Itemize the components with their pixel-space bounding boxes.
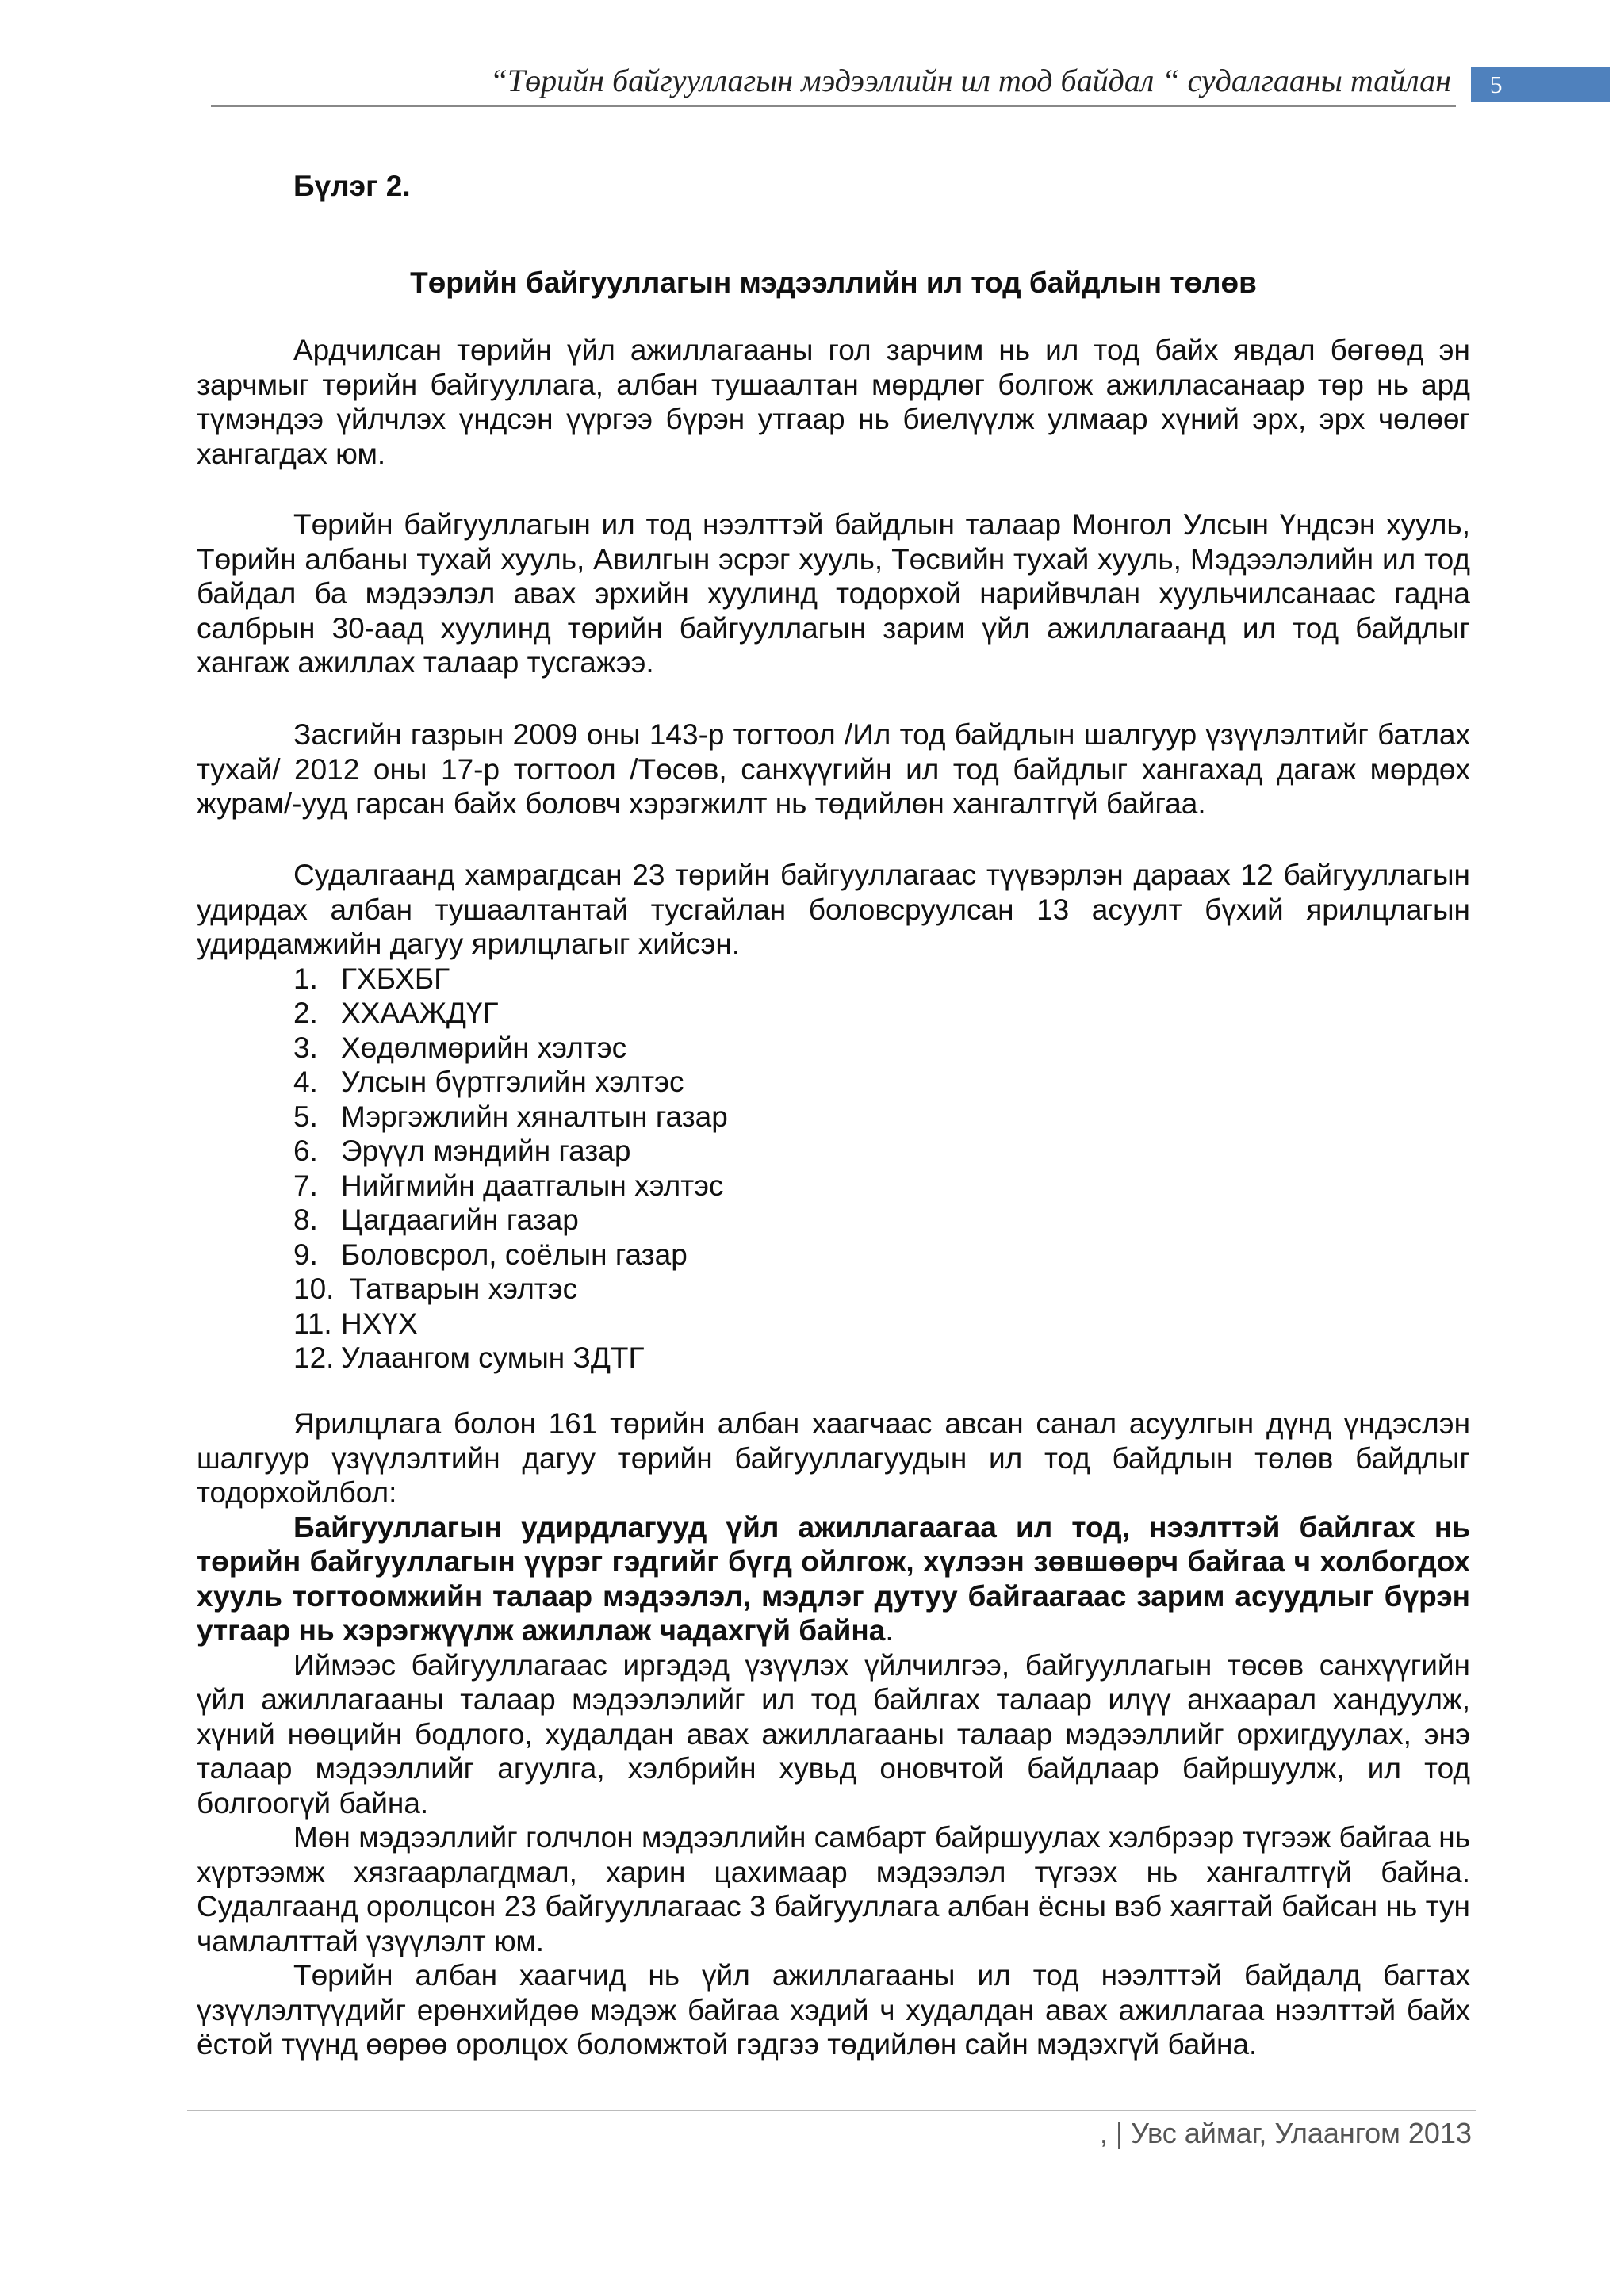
paragraph-9: Төрийн албан хаагчид нь үйл ажиллагааны ил тод нээлттэй байдалд багтах үзүүлэлтүүдийг ерөнхийдөө мэдэж байгаа хэдий ч худалдан авах ажиллагаа нээлттэй байх ёстой түүнд өөрөө оролцох боломжтой гэдгээ төдийлөн сайн мэдэхгүй байна. [197,1959,1470,2061]
list-item [197,962,1470,997]
paragraph-6 [197,1510,1470,1648]
section-title: Төрийн байгууллагын мэдээллийн ил тод байдлын төлөв [410,266,1257,299]
paragraph-3-block [197,718,1470,821]
chapter-heading: Бүлэг 2. [293,170,411,202]
list-item-label: НХҮХ [341,1307,418,1340]
findings-block [197,1406,1470,2062]
list-item [197,1238,1470,1272]
list-item-number: 12. [293,1341,335,1374]
list-item-label: ГХБХБГ [341,962,450,995]
list-item-number: 1. [293,962,318,995]
paragraph-2: Төрийн байгууллагын ил тод нээлттэй байдлын талаар Монгол Улсын Үндсэн хууль, Төрийн албаны тухай хууль, Авилгын эсрэг хууль, Төсвийн тухай хууль, Мэдээлэлийн ил тод байдал ба мэдээлэл авах эрхийн хуулинд тодорхой нарийвчлан хуульчилсанаас гадна салбрын 30-аад хуулинд төрийн байгууллагын зарим үйл ажиллагаанд ил тод байдлыг хангаж ажиллах талаар тусгажээ. [197,508,1470,679]
key-finding-period: . [885,1614,894,1647]
footer-divider [187,2110,1476,2111]
list-item-number: 6. [293,1135,318,1167]
list-item-number: 7. [293,1169,318,1202]
list-item-label: Улсын бүртгэлийн хэлтэс [341,1066,684,1098]
list-item-label: Цагдаагийн газар [341,1203,579,1236]
list-item-number: 2. [293,997,318,1029]
organization-list [197,962,1470,1376]
list-item-label: Эрүүл мэндийн газар [341,1135,631,1167]
list-item [197,1065,1470,1100]
list-item [197,1272,1470,1307]
list-item [197,1100,1470,1135]
paragraph-1: Ардчилсан төрийн үйл ажиллагааны гол зарчим нь ил тод байх явдал бөгөөд эн зарчмыг төрийн байгууллага, албан тушаалтан мөрдлөг болгож ажилласанаар төр нь ард түмэндээ үйлчлэх үндсэн үүргээ бүрэн утгаар нь биелүүлж улмаар хүний эрх, эрх чөлөөг хангагдах юм. [197,334,1470,470]
list-item [197,1169,1470,1203]
list-item [197,1134,1470,1169]
paragraph-4: Судалгаанд хамрагдсан 23 төрийн байгууллагаас түүвэрлэн дараах 12 байгууллагын удирдах албан тушаалтантай тусгайлан боловсруулсан 13 асуулт бүхий ярилцлагын удирдамжийн дагуу ярилцлагыг хийсэн. [197,859,1470,960]
list-item-label: Улаангом сумын ЗДТГ [341,1341,645,1374]
list-item [197,1203,1470,1238]
page-number-badge: 5 [1471,67,1610,102]
list-item-number: 4. [293,1066,318,1098]
list-item-number: 10. [293,1272,335,1305]
running-header-title: “Төрийн байгууллагын мэдээллийн ил тод байдал “ судалгааны тайлан [489,63,1451,98]
list-item-label: Нийгмийн даатгалын хэлтэс [341,1169,724,1202]
paragraph-7: Иймээс байгууллагаас иргэдэд үзүүлэх үйлчилгээ, байгууллагын төсөв санхүүгийн үйл ажиллагааны талаар мэдээлэлийг ил тод байлгах талаар илүү анхаарал хандуулж, хүний нөөцийн бодлого, худалдан авах ажиллагааны талаар мэдээллийг орхигдуулах, энэ талаар мэдээллийг агуулга, хэлбрийн хувьд оновчтой байдлаар байршуулж, ил тод болгоогүй байна. [197,1648,1470,1820]
footer-text: , | Увс аймаг, Улаангом 2013 [1099,2117,1472,2149]
list-item-number: 3. [293,1031,318,1064]
paragraph-2-block [197,507,1470,680]
key-finding-bold: Байгууллагын удирдлагууд үйл ажиллагаагаа ил тод, нээлттэй байлгах нь төрийн байгууллагын үүрэг гэдгийг бүгд ойлгож, хүлээн зөвшөөрч байгаа ч холбогдох хууль тогтоомжийн талаар мэдээлэл, мэдлэг дутуу байгаагаас зарим асуудлыг бүрэн утгаар нь хэрэгжүүлж ажиллаж чадахгүй байна [197,1510,1470,1647]
list-item [197,1307,1470,1341]
list-item [197,1031,1470,1066]
list-item [197,996,1470,1031]
list-item-label: Хөдөлмөрийн хэлтэс [341,1031,627,1064]
list-item-label: Боловсрол, соёлын газар [341,1238,688,1271]
paragraph-5: Ярилцлага болон 161 төрийн албан хаагчаас авсан санал асуулгын дүнд үндэслэн шалгуур үзүүлэлтийн дагуу төрийн байгууллагуудын ил тод байдлын төлөв байдлыг тодорхойлбол: [197,1407,1470,1509]
list-item-number: 9. [293,1238,318,1271]
list-item-number: 8. [293,1203,318,1236]
list-item-number: 5. [293,1100,318,1133]
paragraph-3: Засгийн газрын 2009 оны 143-р тогтоол /Ил тод байдлын шалгуур үзүүлэлтийг батлах тухай/ 2012 оны 17-р тогтоол /Төсөв, санхүүгийн ил тод байдлыг хангахад дагаж мөрдөх журам/-ууд гарсан байх боловч хэрэгжилт нь төдийлөн хангалтгүй байгаа. [197,718,1470,820]
header-divider [211,105,1456,107]
paragraph-1-block [197,333,1470,471]
list-item-label: Мэргэжлийн хяналтын газар [341,1100,728,1133]
paragraph-8: Мөн мэдээллийг голчлон мэдээллийн самбарт байршуулах хэлбрээр түгээж байгаа нь хүртээмж хязгаарлагдмал, харин цахимаар мэдээлэл түгээх нь хангалтгүй байна. Судалгаанд оролцсон 23 байгууллагаас 3 байгууллага албан ёсны вэб хаягтай байсан нь тун чамлалттай үзүүлэлт юм. [197,1821,1470,1957]
list-item-label: ХХААЖДҮГ [341,997,499,1029]
paragraph-4-block [197,858,1470,1376]
list-item-label: Татварын хэлтэс [341,1272,578,1305]
list-item [197,1341,1470,1376]
list-item-number: 11. [293,1307,332,1340]
